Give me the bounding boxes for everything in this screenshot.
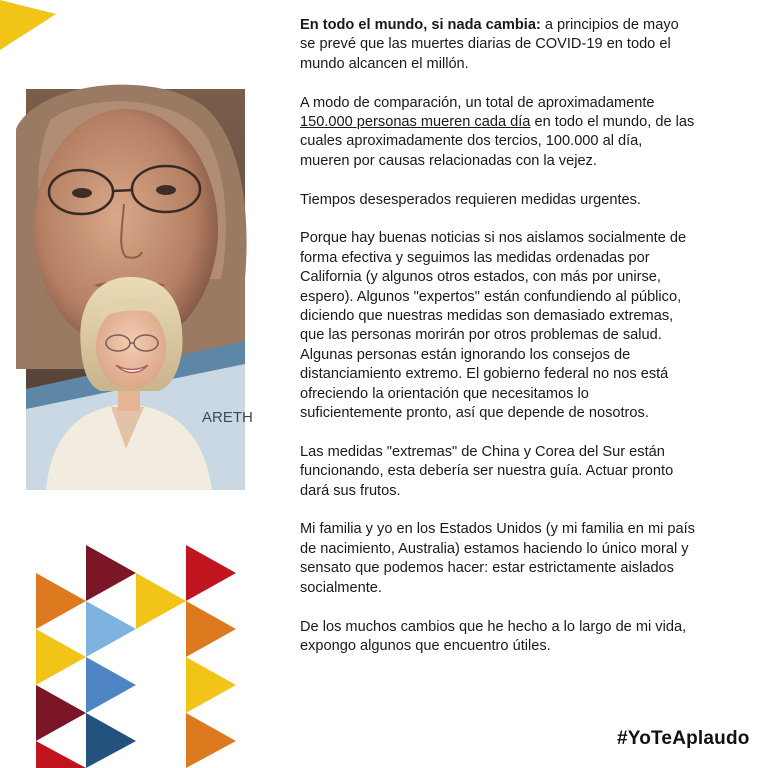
paragraph-2-end: en todo el mundo, de las cuales aproximadamente dos tercios, 100.000 al día, mueren por causas relacionadas con la vejez.	[300, 114, 695, 169]
deaths-per-day-link[interactable]: 150.000 personas mueren cada día	[300, 114, 531, 131]
paragraph-6: Mi familia y yo en los Estados Unidos (y mi familia en mi país de nacimiento, Australia) estamos haciendo lo único moral y sensato que podemos hacer: estar estrictamente aislados socialmente.	[300, 521, 695, 596]
paragraph-3: Tiempos desesperados requieren medidas urgentes.	[300, 191, 641, 208]
paragraph-5: Las medidas "extremas" de China y Corea del Sur están funcionando, esta debería ser nuestra guía. Actuar pronto dará sus frutos.	[300, 443, 674, 499]
hashtag: #YoTeAplaudo	[617, 728, 750, 749]
paragraph-1-rest: a principios de mayo se prevé que las muertes diarias de COVID-19 en todo el mundo alcancen el millón.	[300, 17, 679, 72]
paragraph-7: De los muchos cambios que he hecho a lo largo de mi vida, expongo algunos que encuentro útiles.	[300, 618, 687, 654]
corner-triangle-decoration	[0, 0, 60, 52]
paragraph-2-start: A modo de comparación, un total de aproximadamente	[300, 94, 655, 111]
paragraph-4: Porque hay buenas noticias si nos aislamos socialmente de forma efectiva y seguimos las medidas ordenadas por California (y algunos otros estados, con más por unirse, espero). Algunos "expertos" están confundiendo al público, diciendo que nuestras medidas son demasiado extremas, que las personas morirán por otros problemas de salud. Algunas personas están ignorando los consejos de distanciamiento extremo. El gobierno federal no nos está ofreciendo la orientación que necesitamos lo suficientemente pronto, así que depende de nosotros.	[300, 230, 687, 422]
triangle-mosaic-decoration	[36, 545, 236, 768]
article-body	[300, 16, 695, 676]
paragraph-1	[300, 16, 695, 74]
paragraph-2	[300, 94, 695, 172]
poster-text: ARETH	[202, 409, 253, 426]
photo-collage	[26, 89, 253, 490]
paragraph-1-lead: En todo el mundo, si nada cambia:	[300, 17, 541, 33]
